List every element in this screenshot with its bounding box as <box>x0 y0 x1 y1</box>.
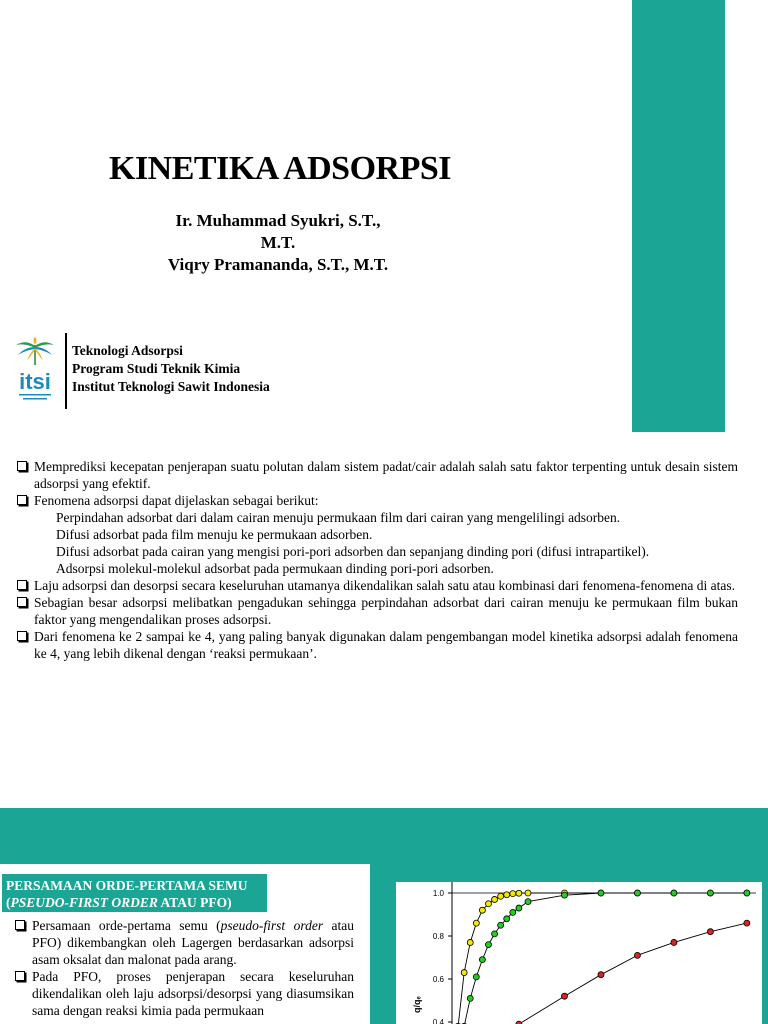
data-point <box>510 909 516 915</box>
sub-bullet-item: Adsorpsi molekul-molekul adsorbat pada permukaan dinding pori-pori adsorben. <box>56 561 494 576</box>
bullet-item: Laju adsorpsi dan desorpsi secara keseluruhan utamanya dikendalikan salah satu atau kombinasi dari fenomena-fenomena di atas. <box>16 577 738 594</box>
bullet-item: Dari fenomena ke 2 sampai ke 4, yang paling banyak digunakan dalam pengembangan model kinetika adsorpsi adalah fenomena ke 4, yang lebih dikenal dengan ‘reaksi permukaan’. <box>16 628 738 662</box>
data-point <box>634 890 640 896</box>
bullet-item: Pada PFO, proses penjerapan secara keseluruhan dikendalikan oleh laju adsorpsi/desorpsi yang diasumsikan sama dengan reaksi kimia pada permukaan <box>14 968 354 1019</box>
kinetics-chart <box>396 882 762 1024</box>
data-point <box>561 993 567 999</box>
checkbox-bullet-icon <box>17 495 27 505</box>
series-line <box>519 923 747 1024</box>
affiliation-line: Teknologi Adsorpsi <box>72 343 183 358</box>
data-point <box>744 920 750 926</box>
data-point <box>498 922 504 928</box>
data-point <box>510 891 516 897</box>
author-line: Viqry Pramananda, S.T., M.T. <box>167 255 389 274</box>
series-line <box>458 893 747 1024</box>
bullet-item: Memprediksi kecepatan penjerapan suatu polutan dalam sistem padat/cair adalah salah satu faktor terpenting untuk desain sistem adsorpsi yang efektif. <box>16 458 738 492</box>
y-tick-label: 0.4 <box>432 1018 444 1024</box>
heading-line: PERSAMAAN ORDE-PERTAMA SEMU <box>6 878 248 893</box>
checkbox-bullet-icon <box>17 580 27 590</box>
itsi-logo <box>10 337 60 405</box>
checkbox-bullet-icon <box>15 971 25 981</box>
sub-bullet-item: Perpindahan adsorbat dari dalam cairan menuju permukaan film dari cairan yang mengelilingi adsorben. <box>56 510 621 525</box>
bullet-item: Persamaan orde-pertama semu (pseudo-first order atau PFO) dikembangkan oleh Lagergen berdasarkan adsorpsi asam oksalat dan malonat pada arang. <box>14 917 354 968</box>
logo-text: itsi <box>19 369 51 394</box>
data-point <box>473 974 479 980</box>
bullet-item: Fenomena adsorpsi dapat dijelaskan sebagai berikut: <box>16 492 738 509</box>
data-point <box>492 896 498 902</box>
y-tick-label: 0.8 <box>432 932 444 941</box>
affiliation-line: Institut Teknologi Sawit Indonesia <box>72 379 270 394</box>
accent-bar <box>632 0 725 432</box>
checkbox-bullet-icon <box>17 597 27 607</box>
palm-icon <box>16 337 54 365</box>
author-line: M.T. <box>260 233 296 252</box>
y-tick-label: 1.0 <box>432 889 444 898</box>
series-line <box>464 893 747 1024</box>
data-point <box>492 931 498 937</box>
section-heading <box>2 874 267 912</box>
authors <box>100 210 456 276</box>
y-tick-label: 0.6 <box>432 975 444 984</box>
data-point <box>467 995 473 1001</box>
data-point <box>461 970 467 976</box>
data-point <box>671 890 677 896</box>
sub-bullet-item: Difusi adsorbat pada film menuju ke permukaan adsorben. <box>56 527 373 542</box>
heading-line: (PSEUDO-FIRST ORDER ATAU PFO) <box>6 895 232 910</box>
author-line: Ir. Muhammad Syukri, S.T., <box>175 211 381 230</box>
data-point <box>516 905 522 911</box>
chart-svg <box>396 882 762 1024</box>
data-point <box>504 892 510 898</box>
data-point <box>707 890 713 896</box>
divider <box>65 333 67 409</box>
data-point <box>473 920 479 926</box>
sub-bullet-item: Difusi adsorbat pada cairan yang mengisi pori-pori adsorben dan sepanjang dinding pori (difusi intrapartikel). <box>56 544 650 559</box>
data-point <box>467 939 473 945</box>
slide-divider-band <box>0 808 768 864</box>
affiliation-line: Program Studi Teknik Kimia <box>72 361 241 376</box>
data-point <box>485 901 491 907</box>
data-point <box>485 942 491 948</box>
title-slide <box>0 0 768 430</box>
data-point <box>634 952 640 958</box>
data-point <box>498 893 504 899</box>
data-point <box>479 907 485 913</box>
data-point <box>561 892 567 898</box>
y-axis-label: q/qₑ <box>412 996 422 1013</box>
data-point <box>707 929 713 935</box>
data-point <box>598 972 604 978</box>
bullet-item: Sebagian besar adsorpsi melibatkan pengadukan sehingga perpindahan adsorbat dari cairan menuju ke permukaan film bukan faktor yang mengendalikan proses adsorpsi. <box>16 594 738 628</box>
affiliation <box>72 342 270 396</box>
slide-title: KINETIKA ADSORPSI <box>109 150 451 187</box>
checkbox-bullet-icon <box>15 920 25 930</box>
data-point <box>744 890 750 896</box>
checkbox-bullet-icon <box>17 461 27 471</box>
data-point <box>671 939 677 945</box>
checkbox-bullet-icon <box>17 631 27 641</box>
data-point <box>598 890 604 896</box>
data-point <box>479 957 485 963</box>
data-point <box>504 916 510 922</box>
data-point <box>516 890 522 896</box>
data-point <box>525 899 531 905</box>
data-point <box>525 890 531 896</box>
pfo-content <box>14 917 354 1019</box>
content-slide <box>16 458 738 662</box>
